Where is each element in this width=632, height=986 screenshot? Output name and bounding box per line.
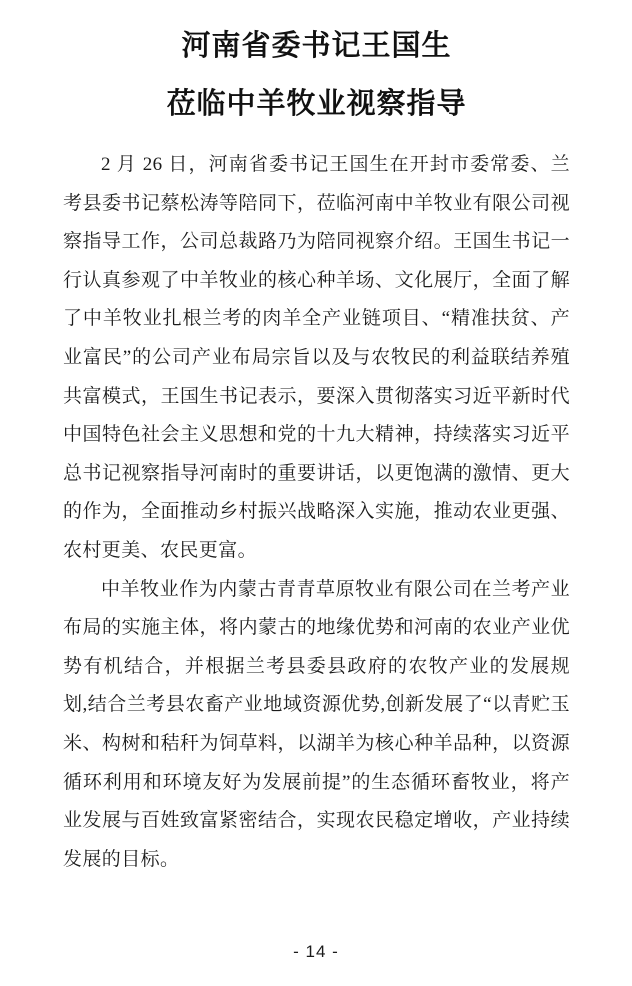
doc-title-line-2: 莅临中羊牧业视察指导	[166, 88, 467, 120]
doc-title-line-1: 河南省委书记王国生	[181, 30, 452, 62]
doc-body	[63, 146, 570, 879]
paragraph-1: 2 月 26 日，河南省委书记王国生在开封市委常委、兰考县委书记蔡松涛等陪同下，莅临河南中羊牧业有限公司视察指导工作，公司总裁路乃为陪同视察介绍。王国生书记一行认真参观了中羊牧业的核心种羊场、文化展厅，全面了解了中羊牧业扎根兰考的肉羊全产业链项目、“精准扶贫、产业富民”的公司产业布局宗旨以及与农牧民的利益联结养殖共富模式，王国生书记表示，要深入贯彻落实习近平新时代中国特色社会主义思想和党的十九大精神，持续落实习近平总书记视察指导河南时的重要讲话，以更饱满的激情、更大的作为，全面推动乡村振兴战略深入实施，推动农业更强、农村更美、农民更富。	[63, 154, 570, 561]
page-number: - 14 -	[293, 942, 339, 961]
paragraph-2: 中羊牧业作为内蒙古青青草原牧业有限公司在兰考产业布局的实施主体，将内蒙古的地缘优势和河南的农业产业优势有机结合，并根据兰考县委县政府的农牧产业的发展规划,结合兰考县农畜产业地域资源优势,创新发展了“以青贮玉米、构树和秸秆为饲草料，以湖羊为核心种羊品种，以资源循环利用和环境友好为发展前提”的生态循环畜牧业，将产业发展与百姓致富紧密结合，实现农民稳定增收，产业持续发展的目标。	[63, 578, 570, 870]
